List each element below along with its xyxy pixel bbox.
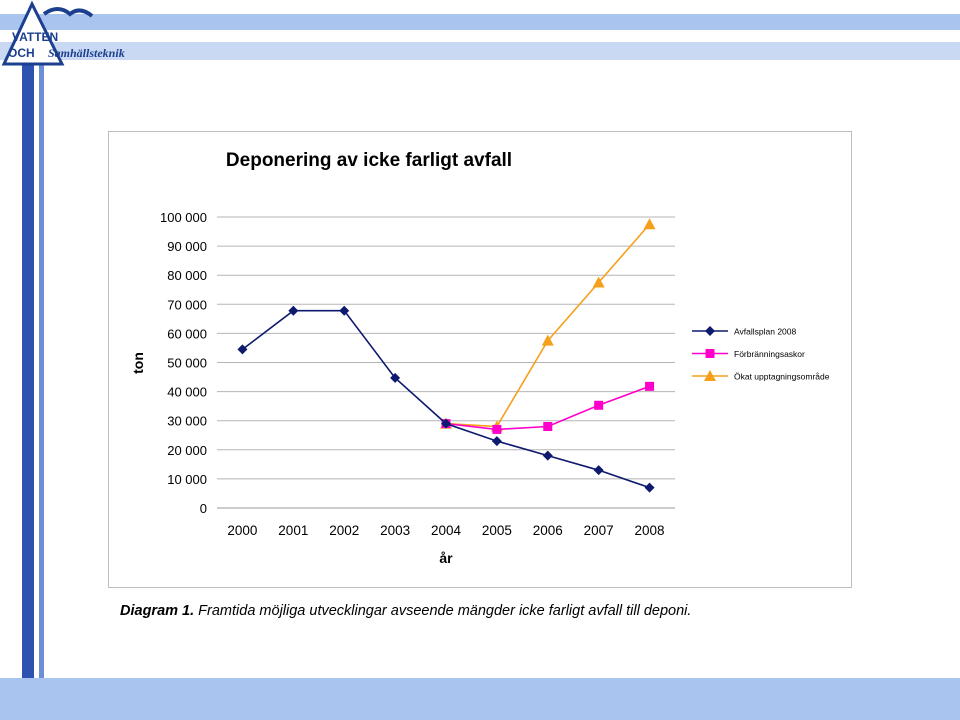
logo	[0, 0, 130, 80]
bottom-stripe	[0, 678, 960, 720]
top-stripe	[0, 14, 960, 30]
data-point	[492, 425, 501, 434]
left-bar	[22, 60, 34, 720]
x-axis-title: år	[439, 550, 453, 566]
x-tick-label: 2004	[430, 523, 462, 538]
legend-marker	[705, 326, 715, 336]
x-tick-label: 2000	[227, 523, 258, 538]
data-point	[594, 465, 604, 475]
legend-label: Ökat upptagningsområde	[734, 371, 830, 382]
chart-title: Deponering av icke farligt avfall	[225, 150, 513, 171]
top-stripe-light	[0, 42, 960, 60]
legend-label: Avfallsplan 2008	[734, 326, 797, 337]
x-tick-label: 2005	[481, 523, 512, 538]
caption-lead: Diagram 1.	[120, 603, 195, 619]
series-line-2	[446, 224, 650, 426]
x-tick-label: 2003	[380, 523, 411, 538]
x-tick-label: 2002	[329, 523, 360, 538]
y-tick-label: 80 000	[167, 268, 207, 284]
y-tick-label: 20 000	[167, 442, 207, 458]
data-point	[645, 483, 655, 493]
data-point	[492, 436, 502, 446]
data-point	[644, 218, 656, 229]
y-tick-label: 0	[199, 501, 207, 516]
y-tick-label: 10 000	[167, 471, 207, 487]
y-tick-label: 100 000	[160, 210, 207, 225]
series-line-0	[242, 311, 649, 488]
left-bar-thin	[39, 60, 44, 720]
data-point	[543, 422, 552, 431]
y-axis-title: ton	[130, 352, 146, 374]
y-tick-label: 30 000	[167, 413, 207, 429]
logo-text-och: OCH	[8, 46, 35, 60]
data-point	[645, 382, 654, 391]
legend-label: Förbränningsaskor	[734, 349, 805, 359]
y-tick-label: 70 000	[167, 297, 207, 313]
x-tick-label: 2008	[634, 523, 665, 538]
logo-text-samhallsteknik: Samhällsteknik	[48, 46, 125, 60]
legend-marker	[706, 349, 715, 358]
x-tick-label: 2007	[583, 523, 614, 538]
data-point	[543, 451, 553, 461]
y-tick-label: 90 000	[167, 239, 207, 255]
y-tick-label: 60 000	[167, 326, 207, 342]
y-tick-label: 40 000	[167, 384, 207, 400]
caption	[120, 603, 691, 619]
y-tick-label: 50 000	[167, 355, 207, 371]
data-point	[594, 401, 603, 410]
caption-text: Framtida möjliga utvecklingar avseende mängder icke farligt avfall till deponi.	[194, 603, 692, 619]
chart	[109, 132, 851, 587]
chart-frame	[108, 131, 852, 588]
logo-text-vatten: VATTEN	[12, 30, 59, 44]
x-tick-label: 2001	[278, 523, 309, 538]
x-tick-label: 2006	[532, 523, 563, 538]
